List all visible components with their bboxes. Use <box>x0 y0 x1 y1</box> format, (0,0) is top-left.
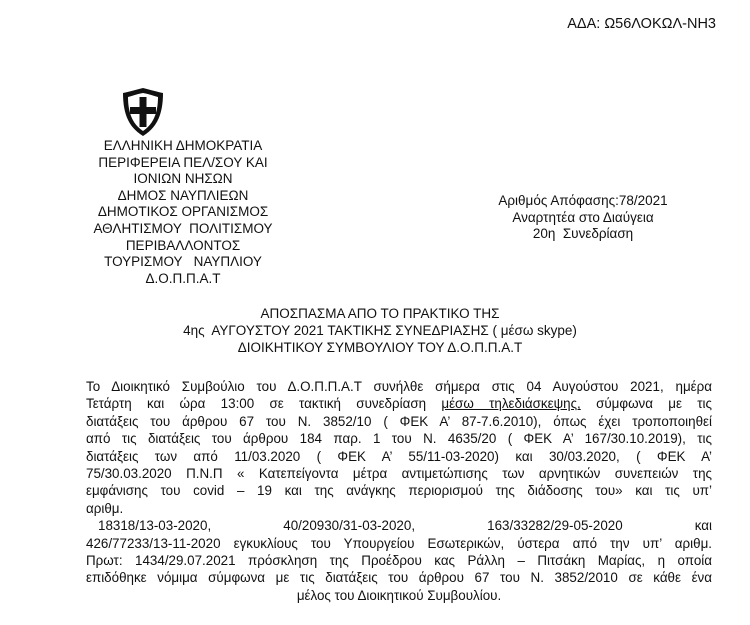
org-line: ΙΟΝΙΩΝ ΝΗΣΩΝ <box>133 171 233 187</box>
underlined-text: μέσω τηλεδιάσκεψης, <box>441 396 581 412</box>
ada-code: ΑΔΑ: Ω56ΛΟΚΩΛ-ΝΗ3 <box>567 16 716 32</box>
org-line: ΠΕΡΙΒΑΛΛΟΝΤΟΣ <box>125 237 241 253</box>
body-line: αριθμ. <box>86 500 124 516</box>
body-text: Τετάρτη και ώρα 13:00 σε τακτική συνεδρίαση <box>86 396 442 412</box>
heading-line: 4ης ΑΥΓΟΥΣΤΟΥ 2021 ΤΑΚΤΙΚΗΣ ΣΥΝΕΔΡΙΑΣΗΣ ( μέσω skype) <box>183 322 577 338</box>
greek-coat-of-arms-icon <box>118 86 168 138</box>
body-line: διατάξεις του άρθρου 67 του Ν. 3852/10 ( ΦΕΚ Α’ 87-7.6.2010), όπως έχει τροποποιηθεί <box>86 413 712 429</box>
diavgeia-note: Αναρτητέα στο Διαύγεια <box>512 209 654 225</box>
organization-block <box>58 138 308 287</box>
body-paragraph <box>86 378 712 604</box>
body-line: 426/77233/13-11-2020 εγκυκλίους του Υπουργείου Εσωτερικών, ύστερα από την υπ’ αριθμ. <box>86 535 712 551</box>
org-line: Δ.Ο.Π.Π.Α.Τ <box>145 270 221 286</box>
body-line: επιδόθηκε νόμιμα σύμφωνα με τις διατάξεις του άρθρου 67 του Ν. 3852/2010 σε κάθε ένα <box>86 570 712 586</box>
org-line: ΕΛΛΗΝΙΚΗ ΔΗΜΟΚΡΑΤΙΑ <box>103 138 263 153</box>
document-heading <box>150 306 610 356</box>
org-line: ΔΗΜΟΤΙΚΟΣ ΟΡΓΑΝΙΣΜΟΣ <box>97 204 269 220</box>
body-line: από τις διατάξεις του άρθρου 184 παρ. 1 του Ν. 4635/20 ( ΦΕΚ Α’ 167/30.10.2019), τις <box>86 431 712 447</box>
body-line: Πρωτ: 1434/29.07.2021 πρόσκληση της Προέδρου κας Ράλλη – Πιτσάκη Μαρίας, η οποία <box>86 552 712 568</box>
body-line: 75/30.03.2020 Π.Ν.Π « Κατεπείγοντα μέτρα αντιμετώπισης των αρνητικών συνεπειών της <box>86 465 712 481</box>
body-line: 18318/13-03-2020, 40/20930/31-03-2020, 163/33282/29-05-2020 και <box>98 518 712 534</box>
org-line: ΤΟΥΡΙΣΜΟΥ ΝΑΥΠΛΙΟΥ <box>104 254 262 270</box>
org-line: ΑΘΛΗΤΙΣΜΟΥ ΠΟΛΙΤΙΣΜΟΥ <box>93 220 273 236</box>
body-line: Το Διοικητικό Συμβούλιο του Δ.Ο.Π.Π.Α.Τ συνήλθε σήμερα στις 04 Αυγούστου 2021, ημέρα <box>86 379 712 394</box>
decision-info <box>468 193 698 243</box>
decision-number: Αριθμός Απόφασης:78/2021 <box>498 193 668 208</box>
body-text: σύμφωνα με τις <box>580 396 712 412</box>
org-line: ΠΕΡΙΦΕΡΕΙΑ ΠΕΛ/ΣΟΥ ΚΑΙ <box>98 154 268 170</box>
body-line: διατάξεις των από 11/03.2020 ( ΦΕΚ Α’ 55/11-03-2020) και 30/03.2020, ( ΦΕΚ Α’ <box>86 448 712 464</box>
body-line: μέλος του Διοικητικού Συμβουλίου. <box>296 587 502 603</box>
heading-line: ΑΠΟΣΠΑΣΜΑ ΑΠΟ ΤΟ ΠΡΑΚΤΙΚΟ ΤΗΣ <box>260 306 500 321</box>
session-number: 20η Συνεδρίαση <box>532 226 634 242</box>
heading-line: ΔΙΟΙΚΗΤΙΚΟΥ ΣΥΜΒΟΥΛΙΟΥ ΤΟΥ Δ.Ο.Π.Π.Α.Τ <box>237 339 523 355</box>
body-line: εμφάνισης του covid – 19 και της ανάγκης περιορισμού της διάδοσης του» και τις υπ’ <box>86 483 712 499</box>
body-line <box>86 395 712 412</box>
org-line: ΔΗΜΟΣ ΝΑΥΠΛΙΕΩΝ <box>117 187 249 203</box>
